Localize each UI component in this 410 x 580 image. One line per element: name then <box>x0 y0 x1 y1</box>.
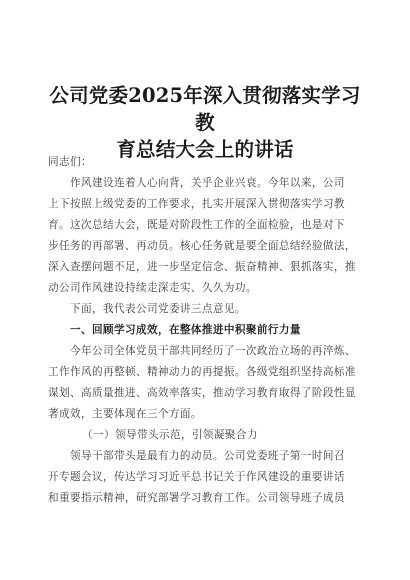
paragraph-4-line: 和重要指示精神，研究部署学习教育工作。公司领导班子成员 <box>48 492 345 504</box>
paragraph-1-line: 作风建设连着人心向背，关乎企业兴衰。今年以来，公司 <box>70 177 345 189</box>
section-heading-1: 一、回顾学习成效，在整体推进中积聚前行力量 <box>70 324 301 336</box>
title-line-1: 公司党委2025年深入贯彻落实学习教 <box>49 84 361 134</box>
subsection-heading-1: （一）领导带头示范，引领凝聚合力 <box>82 429 258 441</box>
title-line-2: 育总结大会上的讲话 <box>116 138 294 161</box>
paragraph-1-line: 步任务的再部署、再动员。核心任务就是要全面总结经验做法， <box>48 240 356 252</box>
paragraph-3-line: 今年公司全体党员干部共同经历了一次政治立场的再淬炼、 <box>70 345 356 357</box>
salutation: 同志们： <box>48 156 92 168</box>
paragraph-4-line: 领导干部带头是最有力的动员。公司党委班子第一时间召 <box>70 450 345 462</box>
paragraph-1-line: 动公司作风建设持续走深走实、久久为功。 <box>48 282 257 294</box>
document-body <box>48 152 366 509</box>
paragraph-3-line: 谋划、高质量推进、高效率落实，推动学习教育取得了阶段性显 <box>48 387 356 399</box>
paragraph-1-line: 上下按照上级党委的工作要求，扎实开展深入贯彻落实学习教 <box>48 198 345 210</box>
paragraph-3-line: 工作作风的再整顿、精神动力的再提振。各级党组织坚持高标准 <box>48 366 356 378</box>
paragraph-2: 下面，我代表公司党委讲三点意见。 <box>70 303 246 315</box>
paragraph-1-line: 深入查摆问题不足，进一步坚定信念、振奋精神、狠抓落实，推 <box>48 261 356 273</box>
paragraph-4-line: 开专题会议，传达学习习近平总书记关于作风建设的重要讲话 <box>48 471 345 483</box>
paragraph-1-line: 育。这次总结大会，既是对阶段性工作的全面检验，也是对下 <box>48 219 345 231</box>
document-title <box>40 82 370 163</box>
paragraph-3-line: 著成效，主要体现在三个方面。 <box>48 408 202 420</box>
